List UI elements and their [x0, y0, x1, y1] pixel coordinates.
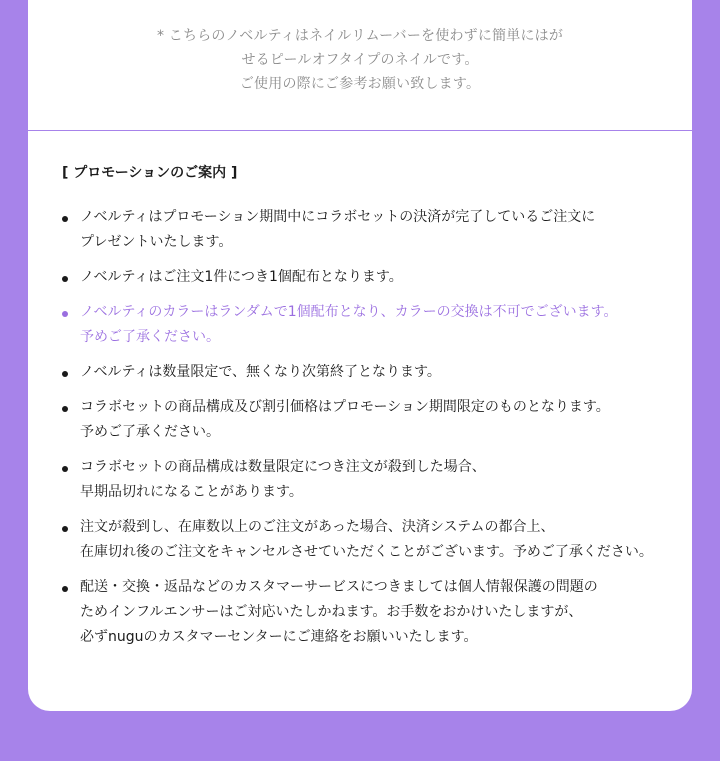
- list-item-line: 注文が殺到し、在庫数以上のご注文があった場合、決済システムの都合上、: [80, 519, 555, 535]
- list-item-line: プレゼントいたします。: [80, 234, 233, 250]
- list-item-line: 予めご了承ください。: [80, 424, 220, 440]
- list-item-line: コラボセットの商品構成は数量限定につき注文が殺到した場合、: [80, 459, 486, 475]
- list-item-line: ノベルティのカラーはランダムで1個配布となり、カラーの交換は不可でございます。: [80, 304, 618, 320]
- list-item-line: 予めご了承ください。: [80, 329, 220, 345]
- list-item: [62, 360, 692, 385]
- list-item: [62, 265, 692, 290]
- bullet-icon: [62, 526, 68, 532]
- list-item-line: 早期品切れになることがあります。: [80, 484, 303, 500]
- novelty-note: [28, 24, 692, 96]
- list-item-highlighted: [62, 300, 692, 350]
- novelty-note-line: せるピールオフタイプのネイルです。: [241, 52, 479, 68]
- list-item: [62, 395, 692, 445]
- list-item-line: ノベルティは数量限定で、無くなり次第終了となります。: [80, 364, 441, 380]
- list-item-line: 在庫切れ後のご注文をキャンセルさせていただくことがございます。予めご了承ください。: [80, 544, 653, 560]
- bullet-icon: [62, 311, 68, 317]
- section-divider: [28, 130, 692, 131]
- promotion-notice-list: [62, 205, 692, 660]
- bullet-icon: [62, 371, 68, 377]
- list-item: [62, 515, 692, 565]
- list-item: [62, 205, 692, 255]
- bullet-icon: [62, 406, 68, 412]
- list-item: [62, 575, 692, 650]
- novelty-note-line: * こちらのノベルティはネイルリムーバーを使わずに簡単にはが: [156, 28, 564, 44]
- bullet-icon: [62, 216, 68, 222]
- list-item-line: ノベルティはご注文1件につき1個配布となります。: [80, 269, 403, 285]
- list-item-line: 必ずnuguのカスタマーセンターにご連絡をお願いいたします。: [80, 629, 478, 645]
- list-item: [62, 455, 692, 505]
- notice-card: [28, 0, 692, 711]
- list-item-line: 配送・交換・返品などのカスタマーサービスにつきましては個人情報保護の問題の: [80, 579, 598, 595]
- list-item-line: ノベルティはプロモーション期間中にコラボセットの決済が完了しているご注文に: [80, 209, 596, 225]
- novelty-note-line: ご使用の際にご参考お願い致します。: [239, 76, 481, 92]
- promotion-title: [ プロモーションのご案内 ]: [62, 165, 238, 181]
- bullet-icon: [62, 276, 68, 282]
- list-item-line: コラボセットの商品構成及び割引価格はプロモーション期間限定のものとなります。: [80, 399, 610, 415]
- bullet-icon: [62, 466, 68, 472]
- list-item-line: ためインフルエンサーはご対応いたしかねます。お手数をおかけいたしますが、: [80, 604, 583, 620]
- bullet-icon: [62, 586, 68, 592]
